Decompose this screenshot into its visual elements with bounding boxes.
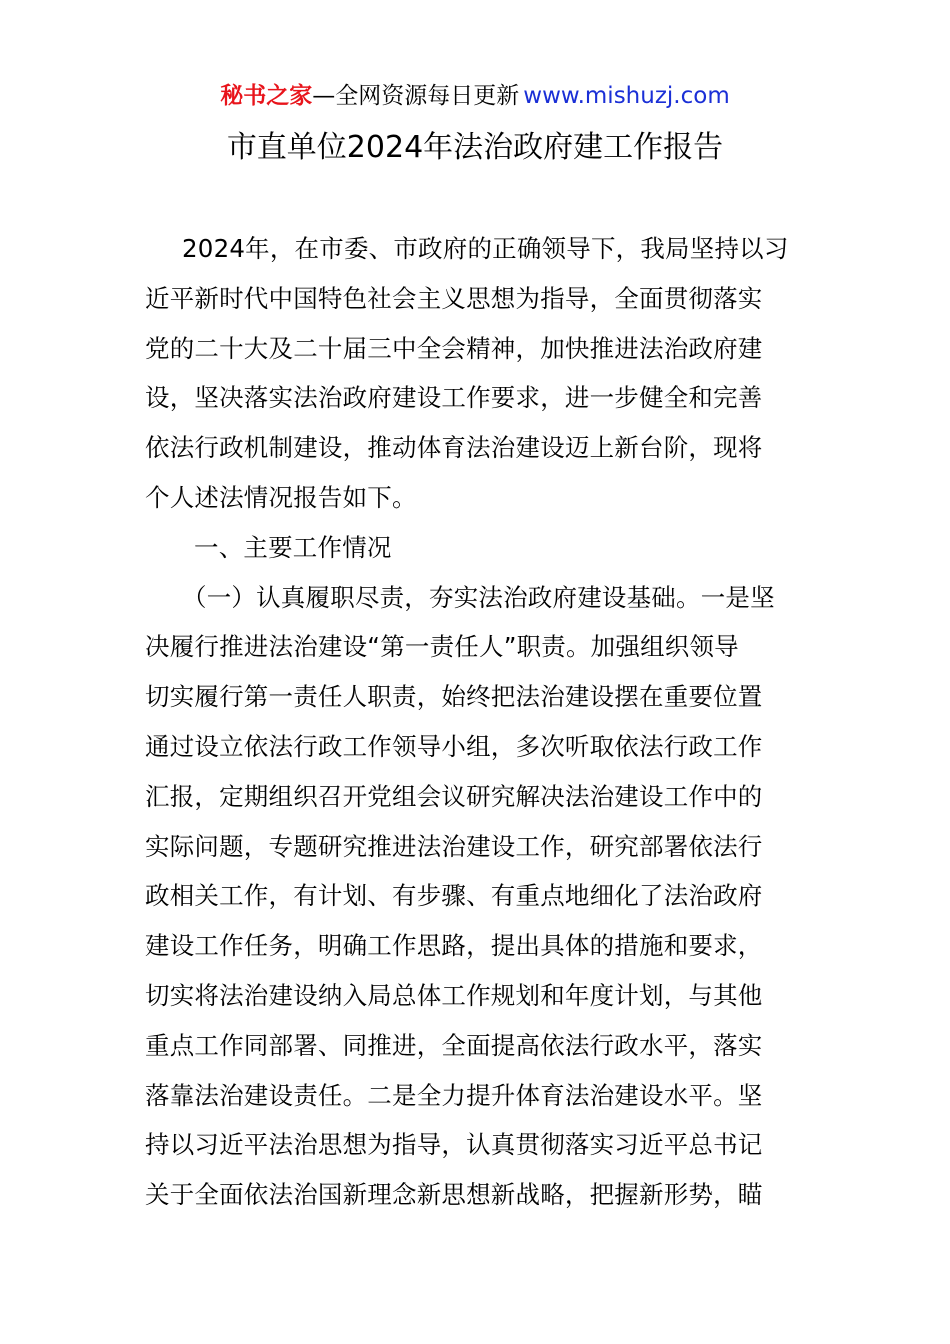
site-header	[0, 80, 950, 112]
paragraph-line: 政相关工作，有计划、有步骤、有重点地细化了法治政府	[145, 881, 763, 911]
document-body	[145, 224, 810, 1220]
section-heading: 一、主要工作情况	[194, 532, 392, 562]
paragraph-line: 切实履行第一责任人职责，始终把法治建设摆在重要位置	[145, 682, 763, 712]
brand-name: 秘书之家	[220, 83, 313, 109]
paragraph-line: 持以习近平法治思想为指导，认真贯彻落实习近平总书记	[145, 1130, 763, 1160]
paragraph-line: 2024年，在市委、市政府的正确领导下，我局坚持以习	[182, 234, 789, 263]
paragraph-line: 建设工作任务，明确工作思路，提出具体的措施和要求，	[145, 931, 763, 961]
paragraph-line: 党的二十大及二十届三中全会精神，加快推进法治政府建	[145, 333, 763, 363]
paragraph-line: 重点工作同部署、同推进，全面提高依法行政水平，落实	[145, 1030, 763, 1060]
document-title: 市直单位2024年法治政府建工作报告	[226, 130, 724, 165]
paragraph-line: 汇报，定期组织召开党组会议研究解决法治建设工作中的	[145, 781, 763, 811]
paragraph-line: 设，坚决落实法治政府建设工作要求，进一步健全和完善	[145, 383, 763, 413]
paragraph-line: 个人述法情况报告如下。	[145, 482, 417, 512]
paragraph-line: 通过设立依法行政工作领导小组，多次听取依法行政工作	[145, 731, 763, 761]
paragraph-line: 落靠法治建设责任。二是全力提升体育法治建设水平。坚	[145, 1080, 763, 1110]
paragraph-line: 关于全面依法治国新理念新思想新战略，把握新形势，瞄	[145, 1180, 763, 1210]
paragraph-line: （一）认真履职尽责，夯实法治政府建设基础。一是坚	[182, 582, 775, 612]
paragraph-line: 依法行政机制建设，推动体育法治建设迈上新台阶，现将	[145, 433, 763, 463]
paragraph-line: 决履行推进法治建设“第一责任人”职责。加强组织领导	[145, 632, 739, 662]
paragraph-line: 近平新时代中国特色社会主义思想为指导，全面贯彻落实	[145, 283, 763, 313]
site-url-link[interactable]: www.mishuzj.com	[523, 83, 730, 109]
paragraph-line: 切实将法治建设纳入局总体工作规划和年度计划，与其他	[145, 980, 763, 1010]
paragraph-line: 实际问题，专题研究推进法治建设工作，研究部署依法行	[145, 831, 763, 861]
header-tagline: —全网资源每日更新	[312, 83, 520, 109]
